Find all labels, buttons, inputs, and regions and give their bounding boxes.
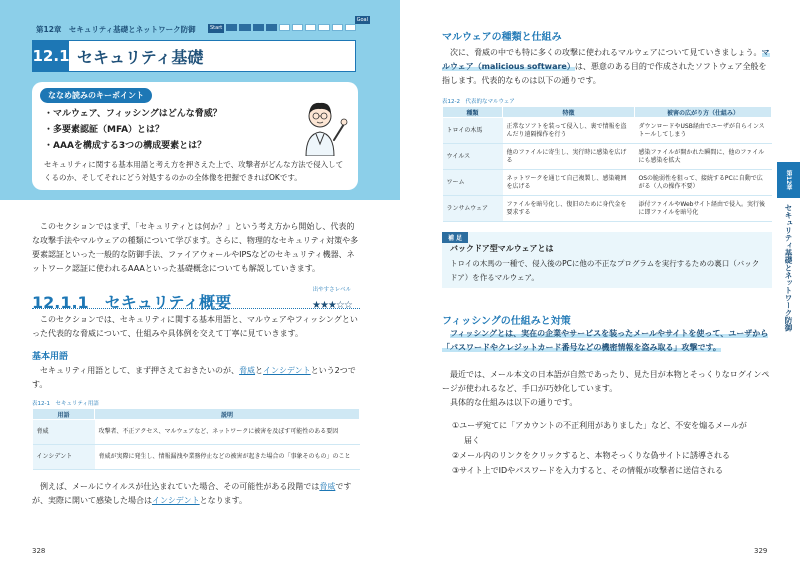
table-cell: 添付ファイルやWebサイト経由で侵入。実行後に即ファイルを暗号化 [635, 196, 772, 222]
table-cell: 正常なソフトを装って侵入し、裏で情報を盗んだり遠隔操作を行う [503, 118, 635, 144]
table-cell: ファイルを暗号化し、復旧のために身代金を要求する [503, 196, 635, 222]
keypoint-label: ななめ読みのキーポイント [40, 88, 152, 103]
progress-start-label: Start [210, 25, 223, 31]
supplement-title: バックドア型マルウェアとは [450, 244, 554, 253]
phishing-body: 最近では、メール本文の日本語が自然であったり、見た目が本物とそっくりなログインページが使われるなど、手口が巧妙化しています。 [442, 370, 770, 393]
chapter-thumb-index [777, 162, 800, 332]
term-threat-example: 脅威 [319, 482, 336, 491]
subsection-number: 12.1.1 [32, 293, 89, 312]
section-title-bar [32, 40, 356, 72]
list-item: ③サイト上でIDやパスワードを入力すると、その情報が攻撃者に送信される [452, 466, 724, 475]
progress-segment [226, 24, 237, 31]
table-cell: ランサムウェア [443, 196, 503, 222]
table-cell: インシデント [33, 445, 95, 470]
table-row [443, 196, 772, 222]
table-cell: OSの脆弱性を狙って、接続するPCに自動で広がる（人の操作不要） [635, 170, 772, 196]
term-threat: 脅威 [239, 366, 256, 375]
table-cell: 脅威が実際に発生し、情報漏洩や業務停止などの被害が起きた場合の「事象そのもの」のこと [95, 445, 360, 470]
chapter-header-band [0, 0, 400, 200]
table-row [443, 144, 772, 170]
table-cell: ワーム [443, 170, 503, 196]
term-incident-example: インシデント [152, 496, 200, 505]
subsection-title: セキュリティ概要 [104, 293, 232, 312]
table-header-cell: 用語 [33, 409, 95, 420]
progress-segment [345, 24, 356, 31]
table-header-cell: 説明 [95, 409, 360, 420]
table-header-cell: 被害の広がり方（仕組み） [635, 107, 772, 118]
section-intro: このセクションではまず、「セキュリティとは何か？」という考え方から開始し、代表的な攻撃手法やマルウェアの種類について学びます。さらに、物理的なセキュリティ対策や多要素認証といった一般的な防御手法、ファイアウォールやIPSなどのセキュリティ機器、ネットワーク認証に使われるAAAといった基礎概念についても解説していきます。 [32, 222, 359, 273]
table-row [33, 445, 360, 470]
table-cell: ウイルス [443, 144, 503, 170]
progress-goal-label: Goal [356, 17, 368, 23]
progress-segment [253, 24, 264, 31]
progress-segment [279, 24, 290, 31]
phishing-steps-list [452, 418, 747, 478]
table-header-cell: 特徴 [503, 107, 635, 118]
section-title: セキュリティ基礎 [77, 47, 204, 67]
phishing-steps-intro: 具体的な仕組みは以下の通りです。 [450, 398, 578, 407]
table-12-2-caption: 表12-2 代表的なマルウェア [442, 99, 515, 105]
chapter-thumb-tab: 第12章 [777, 162, 800, 198]
table-cell: 攻撃者、不正アクセス、マルウェアなど、ネットワークに被害を及ぼす可能性のある要因 [95, 420, 360, 445]
table-row [443, 118, 772, 144]
phishing-heading: フィッシングの仕組みと対策 [442, 316, 571, 327]
security-terms-table [32, 408, 360, 470]
table-row [443, 170, 772, 196]
malware-definition-highlight: マルウェア（malicious software） [442, 48, 770, 71]
keypoint-description: セキュリティに関する基本用語と考え方を押さえた上で、攻撃者がどんな方法で侵入してくるのか、そしてそれにどう対処するのかの全体像を把握できればOKです。 [44, 160, 344, 182]
progress-segment [292, 24, 303, 31]
table-header-cell: 種類 [443, 107, 503, 118]
table-header-row [33, 409, 360, 420]
malware-intro: 次に、脅威の中でも特に多くの攻撃に使われるマルウェアについて見ていきましょう。マルウェア（malicious software）は、悪意のある目的で作成されたソフトウェア全般を指します。代表的なものは以下の通りです。 [442, 48, 770, 85]
subsection-heading [32, 290, 231, 313]
malware-heading: マルウェアの種類と仕組み [442, 32, 562, 43]
list-item: ②メール内のリンクをクリックすると、本物そっくりな偽サイトに誘導される [452, 451, 730, 460]
progress-segment [332, 24, 343, 31]
term-incident: インシデント [263, 366, 311, 375]
example-text: 例えば、メールにウイルスが仕込まれていた場合、その可能性がある段階では脅威ですが、実際に開いて感染した場合はインシデントとなります。 [32, 482, 352, 505]
table-cell: 感染ファイルが開かれた瞬間に、他のファイルにも感染を拡大 [635, 144, 772, 170]
keypoint-list [44, 106, 222, 154]
subsection-intro: このセクションでは、セキュリティに関する基本用語と、マルウェアやフィッシングといった代表的な脅威について、仕組みや具体例を交えて丁寧に見ていきます。 [32, 315, 358, 338]
keypoint-item: ・ 多要素認証（MFA）とは？ [44, 122, 222, 138]
instructor-illustration-icon [292, 94, 348, 156]
section-number: 12.1 [33, 41, 69, 71]
table-cell: 脅威 [33, 420, 95, 445]
keypoint-item: ・ マルウェア、フィッシングはどんな脅威？ [44, 106, 222, 122]
supplement-note [442, 232, 772, 288]
table-cell: 他のファイルに寄生し、実行時に感染を広げる [503, 144, 635, 170]
basic-terms-text: セキュリティ用語として、まず押さえておきたいのが、脅威とインシデントという2つです。 [32, 366, 356, 389]
progress-segment [305, 24, 316, 31]
difficulty-stars: ★★★☆☆ [312, 300, 352, 311]
phishing-definition [442, 327, 772, 355]
phishing-definition-highlight: フィッシングとは、実在の企業やサービスを装ったメールやサイトを使って、ユーザから「パスワードやクレジットカード番号などの機密情報を盗み取る」攻撃です。 [442, 329, 769, 352]
keypoint-item: ・ AAAを構成する3つの構成要素とは？ [44, 138, 222, 154]
malware-types-table [442, 106, 772, 222]
left-page-number: 328 [32, 547, 46, 555]
basic-terms-heading: 基本用語 [32, 352, 69, 362]
right-page-number: 329 [754, 547, 768, 555]
table-cell: ダウンロードやUSB経由でユーザが自らインストールしてしまう [635, 118, 772, 144]
table-cell: トロイの木馬 [443, 118, 503, 144]
difficulty-label: 出やすさレベル [312, 287, 352, 293]
table-cell: ネットワークを通じて自己複製し、感染範囲を広げる [503, 170, 635, 196]
chapter-strip: 第12章 セキュリティ基礎とネットワーク防御 [36, 25, 196, 34]
progress-segment [266, 24, 277, 31]
chapter-thumb-title: セキュリティ基礎とネットワーク防御 [784, 204, 793, 332]
subsection-divider [32, 308, 360, 309]
progress-segment [318, 24, 329, 31]
supplement-body: トロイの木馬の一種で、侵入後のPCに他の不正なプログラムを実行するための裏口（バックドア）を作るマルウェア。 [450, 259, 760, 282]
list-item: 届く [464, 436, 480, 445]
table-header-row [443, 107, 772, 118]
progress-segment [239, 24, 250, 31]
table-12-1-caption: 表12-1 セキュリティ用語 [32, 401, 99, 407]
supplement-tag: 補 足 [442, 232, 468, 243]
list-item: ①ユーザ宛てに「アカウントの不正利用がありました」など、不安を煽るメールが [452, 421, 747, 430]
chapter-progress [208, 17, 368, 33]
table-row [33, 420, 360, 445]
